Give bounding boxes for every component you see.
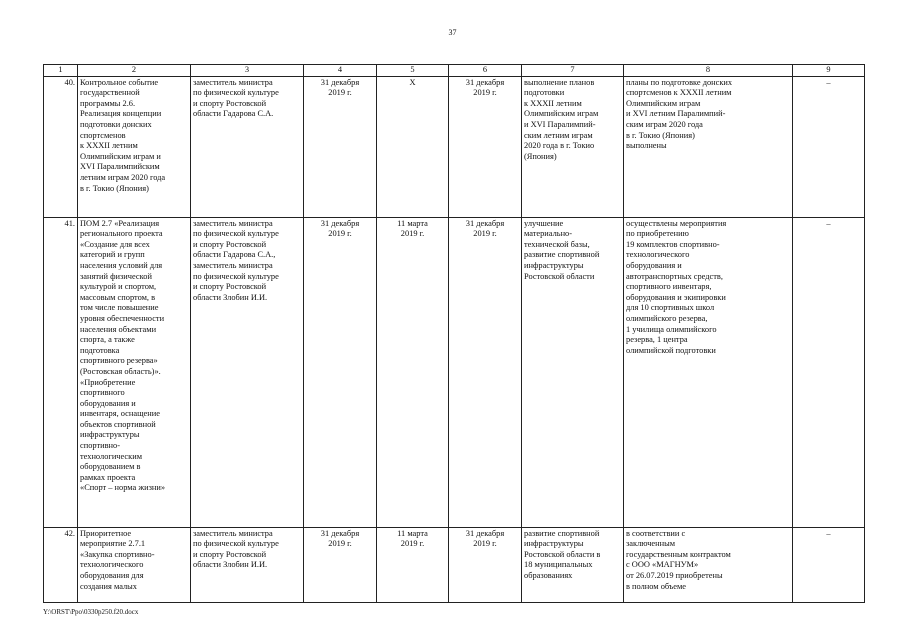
row-number: 41. (44, 217, 78, 527)
table-row (44, 527, 865, 602)
row-number: 42. (44, 527, 78, 602)
header-cell-3: 3 (191, 65, 304, 77)
table-row (44, 217, 865, 527)
header-cell-9: 9 (793, 65, 865, 77)
responsible-cell: заместитель министра по физической культуре и спорту Ростовской области Злобин И.И. (191, 527, 304, 602)
date-end-cell: 31 декабря 2019 г. (449, 76, 522, 217)
header-cell-6: 6 (449, 65, 522, 77)
row-number: 40. (44, 76, 78, 217)
responsible-cell: заместитель министра по физической культуре и спорту Ростовской области Гадарова С.А. (191, 76, 304, 217)
date-end-cell: 31 декабря 2019 г. (449, 527, 522, 602)
date-start-cell: 11 марта 2019 г. (377, 217, 449, 527)
header-cell-5: 5 (377, 65, 449, 77)
note-cell: – (793, 527, 865, 602)
expected-result-cell: улучшение материально- технической базы, развитие спортивной инфраструктуры Ростовской области (522, 217, 624, 527)
actual-result-cell: осуществлены мероприятия по приобретению 19 комплектов спортивно- технологического оборудования и автотранспортных средств, спортивного инвентаря, оборудования и экипировки для 10 спортивных школ олимпийского резерва, 1 училища олимпийского резерва, 1 центра олимпийской подготовки (624, 217, 793, 527)
table-header-row (44, 65, 865, 77)
table-row (44, 76, 865, 217)
header-cell-8: 8 (624, 65, 793, 77)
expected-result-cell: развитие спортивной инфраструктуры Ростовской области в 18 муниципальных образованиях (522, 527, 624, 602)
date-start-cell: 11 марта 2019 г. (377, 527, 449, 602)
date-plan-cell: 31 декабря 2019 г. (304, 527, 377, 602)
header-cell-4: 4 (304, 65, 377, 77)
header-cell-2: 2 (78, 65, 191, 77)
responsible-cell: заместитель министра по физической культуре и спорту Ростовской области Гадарова С.А., заместитель министра по физической культуре и спорту Ростовской области Злобин И.И. (191, 217, 304, 527)
header-cell-7: 7 (522, 65, 624, 77)
header-cell-1: 1 (44, 65, 78, 77)
actual-result-cell: в соответствии с заключенным государственным контрактом с ООО «МАГНУМ» от 26.07.2019 приобретены в полном объеме (624, 527, 793, 602)
note-cell: – (793, 76, 865, 217)
date-plan-cell: 31 декабря 2019 г. (304, 217, 377, 527)
date-plan-cell: 31 декабря 2019 г. (304, 76, 377, 217)
date-end-cell: 31 декабря 2019 г. (449, 217, 522, 527)
event-cell: ПОМ 2.7 «Реализация регионального проекта «Создание для всех категорий и групп населения условий для занятий физической культурой и спортом, массовым спортом, в том числе повышение уровня обеспеченности населения объектами спорта, а также подготовка спортивного резерва» (Ростовская область)». «Приобретение спортивного оборудования и инвентаря, оснащение объектов спортивной инфраструктуры спортивно- технологическим оборудованием в рамках проекта «Спорт – норма жизни» (78, 217, 191, 527)
footer-file-path: Y:\ORST\Ppo\0330p250.f20.docx (43, 608, 139, 616)
note-cell: – (793, 217, 865, 527)
report-table (43, 64, 865, 603)
date-start-cell: Х (377, 76, 449, 217)
event-cell: Контрольное событие государственной программы 2.6. Реализация концепции подготовки донских спортсменов к XXXII летним Олимпийским играм и XVI Паралимпийским летним играм 2020 года в г. Токио (Япония) (78, 76, 191, 217)
actual-result-cell: планы по подготовке донских спортсменов к XXXII летним Олимпийским играм и XVI летним Паралимпий- ским играм 2020 года в г. Токио (Япония) выполнены (624, 76, 793, 217)
expected-result-cell: выполнение планов подготовки к XXXII летним Олимпийским играм и XVI Паралимпий- ским летним играм 2020 года в г. Токио (Япония) (522, 76, 624, 217)
page-number: 37 (448, 28, 457, 37)
event-cell: Приоритетное мероприятие 2.7.1 «Закупка спортивно- технологического оборудования для создания малых (78, 527, 191, 602)
